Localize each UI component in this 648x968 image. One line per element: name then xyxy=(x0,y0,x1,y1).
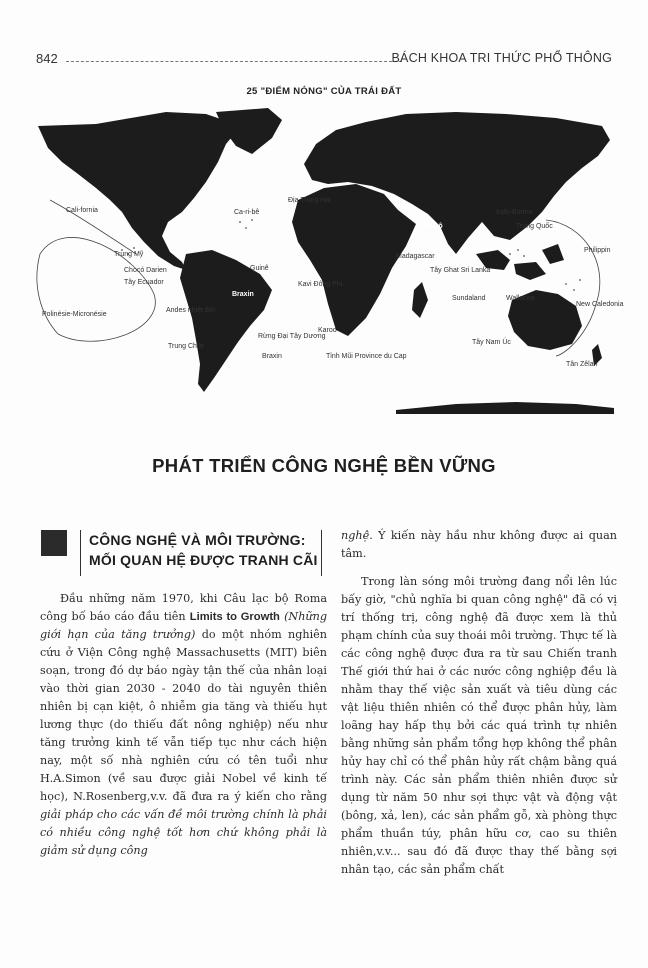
map-label: Ấn Độ xyxy=(422,223,443,230)
map-label: Philippin xyxy=(584,247,611,254)
subheading-line-1: CÔNG NGHỆ VÀ MÔI TRƯỜNG: xyxy=(89,532,306,548)
map-label: Tân Zêlan xyxy=(566,361,598,368)
map-label: Andes nhiệt đới xyxy=(166,307,215,314)
subheading-line-2: MỐI QUAN HỆ ĐƯỢC TRANH CÃI xyxy=(89,552,318,568)
map-label: Madagascar xyxy=(396,253,435,260)
map-label: Wallacea xyxy=(506,295,535,302)
text-run: . Ý kiến này hầu như không được ai quan tâm. xyxy=(341,529,617,560)
map-label: New Caledonia xyxy=(576,301,624,308)
map-label: Cali-fornia xyxy=(66,207,98,214)
map-label: Tây Ghat Sri Lanka xyxy=(430,267,491,274)
map-label: Indo-Burma xyxy=(496,209,533,216)
map-label: Polinésie-Micronésie xyxy=(42,311,107,318)
map-label: Braxin xyxy=(232,291,254,298)
left-column xyxy=(40,590,327,860)
paragraph-continuation xyxy=(341,527,617,563)
section-title: PHÁT TRIỂN CÔNG NGHỆ BỀN VỮNG xyxy=(152,455,496,476)
text-run: Đầu những năm 1970, khi Câu lạc bộ Roma công bố báo cáo đầu tiên xyxy=(40,592,327,623)
map-label: Địa Trung Hải xyxy=(288,197,331,204)
running-title: BÁCH KHOA TRI THỨC PHỔ THÔNG xyxy=(391,51,612,65)
map-label: Karoo xyxy=(318,327,337,334)
map-label: Tây Ecuador xyxy=(124,279,164,286)
map-label: Trung Mỹ xyxy=(114,251,144,258)
map-label: Guinê xyxy=(250,265,269,272)
map-label: Tỉnh Mũi Province du Cap xyxy=(326,353,407,360)
map-label: Rừng Đại Tây Dương xyxy=(258,333,326,340)
italic-text: nghệ xyxy=(341,529,370,542)
text-run: do một nhóm nghiên cứu ở Viện Công nghệ Massachusetts (MIT) biên soạn, trong đó dự báo ngày tận thế của nhân loại vào thời gian 2030 - 2040 do tài nguyên thiên nhiên bị cạn kiệt, ô nhiễm gia tăng và thiếu hụt lương thực (do thiếu đất nông nghiệp) nếu như tăng trưởng kinh tế vẫn tiếp tục như cách hiện nay, một số nhà nghiên cứu có tên tuổi như H.A.Simon (về sau được giải Nobel về kinh tế học), N.Rosenberg,v.v. đã đưa ra ý kiến cho rằng xyxy=(40,628,327,803)
italic-text: giải pháp cho các vấn đề môi trường chính là phải có nhiều công nghệ tốt hơn chứ không phải là giảm sử dụng công xyxy=(40,808,327,857)
page-header xyxy=(36,51,612,69)
paragraph: Trong làn sóng môi trường đang nổi lên lúc bấy giờ, "chủ nghĩa bi quan công nghệ" đã có vị trí thống trị, công nghệ đã được xem là thủ phạm chính của suy thoái môi trường. Thực tế là các công nghệ được đưa ra từ sau Chiến tranh Thế giới thứ hai ở các nước công nghiệp đều là nhằm thay thế việc sản xuất và tiêu dùng các vật liệu thiên nhiên có thể được phân hủy, làm loãng hay hấp thụ bởi các quá trình tự nhiên bằng những sản phẩm tổng hợp không thể phân hủy hay chỉ có thể phân hủy rất chậm bằng quá trình này. Các sản phẩm thiên nhiên được sử dụng từ năm 50 như sợi thực vật và động vật (bông, xả, len), các sản phẩm gỗ, xà phòng thực phẩm thuần túy, phân hữu cơ, cao su thiên nhiên,v.v... sau đó đã được thay thế bằng sợi nhân tạo, các sản phẩm chất xyxy=(341,575,617,876)
map-label: Trung Chile xyxy=(168,343,204,350)
map-label: Trung Quốc xyxy=(516,223,553,230)
header-rule xyxy=(66,61,402,62)
map-title: 25 "ĐIỂM NÓNG" CỦA TRÁI ĐẤT xyxy=(246,86,402,97)
heading-marker-square xyxy=(41,530,67,556)
world-map xyxy=(36,104,624,414)
paragraph xyxy=(40,590,327,860)
map-label: Sundaland xyxy=(452,295,486,302)
subheading-box xyxy=(80,530,322,576)
italic-text: (Những giới hạn của tăng trưởng) xyxy=(40,610,327,641)
map-label: Tây Nam Úc xyxy=(472,339,511,346)
map-label: Kavi Đông Phi xyxy=(298,281,343,288)
world-map-figure xyxy=(36,104,624,414)
map-label: Ca-ri-bê xyxy=(234,209,260,216)
bold-text: Limits to Growth xyxy=(189,611,280,623)
map-label: Chocó Darien xyxy=(124,267,167,274)
map-label: Braxin xyxy=(262,353,282,360)
right-column xyxy=(341,527,617,879)
page-number: 842 xyxy=(36,51,58,66)
